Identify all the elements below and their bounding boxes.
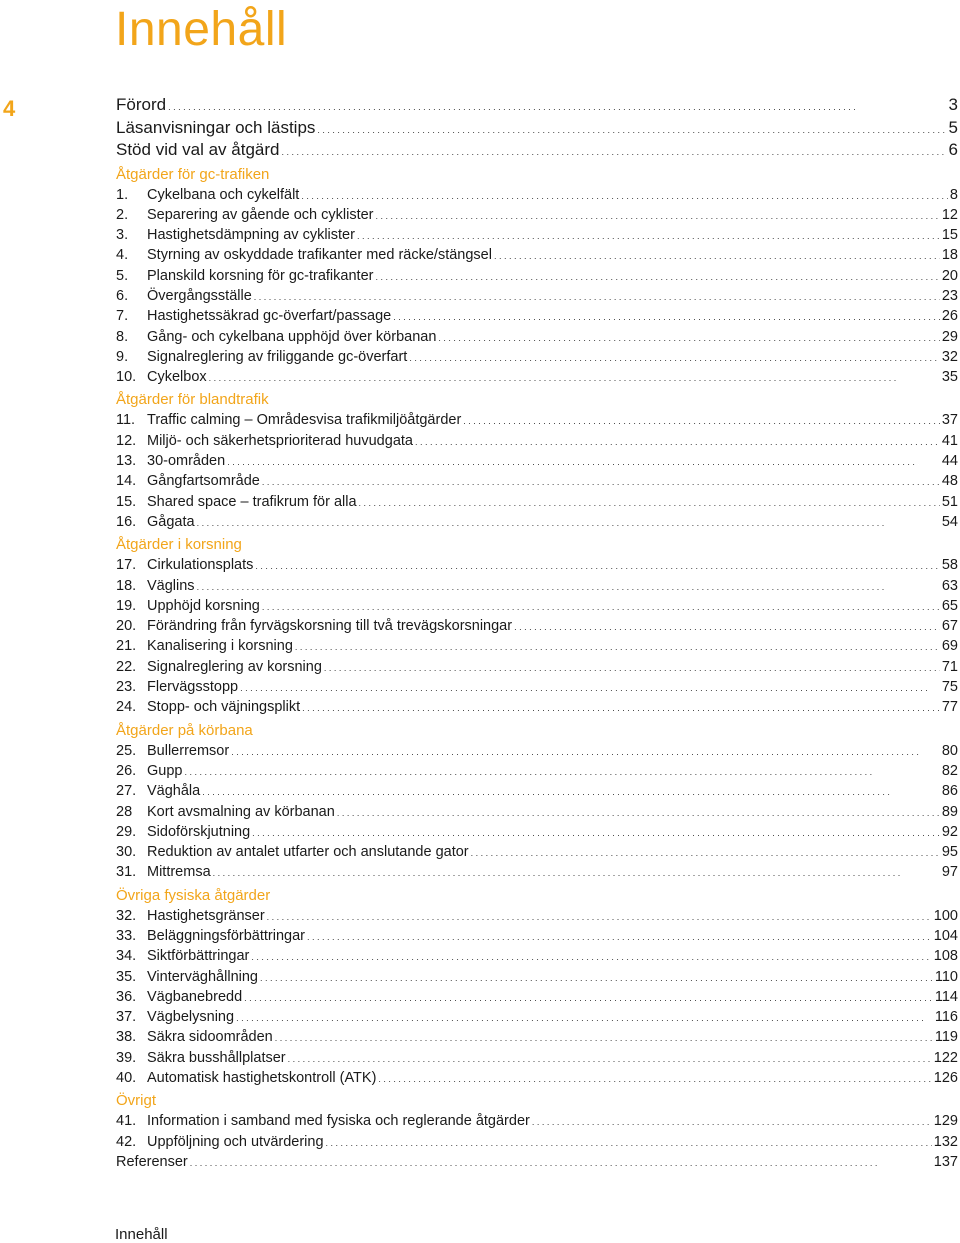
toc-entry-number: 20.	[116, 618, 137, 635]
toc-entry[interactable]	[116, 555, 958, 575]
toc-entry-label: Bullerremsor	[147, 742, 230, 759]
toc-entry-page: 54	[941, 513, 958, 530]
toc-entry-label: Övergångsställe	[147, 287, 252, 304]
toc-dot-leader	[317, 119, 946, 142]
toc-entry[interactable]	[116, 410, 958, 430]
toc-section-heading: Åtgärder på körbana	[116, 721, 253, 739]
toc-entry[interactable]	[116, 347, 958, 367]
toc-entry[interactable]	[116, 862, 958, 882]
toc-entry-page: 110	[934, 968, 958, 985]
toc-entry-number: 39.	[116, 1049, 137, 1066]
toc-entry-page: 132	[933, 1133, 958, 1150]
toc-entry-page: 15	[941, 227, 958, 244]
toc-entry-number: 10.	[116, 369, 137, 386]
toc-section-heading: Åtgärder i korsning	[116, 536, 242, 554]
toc-entry[interactable]	[116, 677, 958, 697]
toc-entry-label: Förord	[116, 95, 167, 114]
toc-entry[interactable]	[116, 512, 958, 532]
toc-entry-label: Gång- och cykelbana upphöjd över körbanan	[147, 328, 437, 345]
toc-entry[interactable]	[116, 906, 958, 926]
toc-dot-leader	[375, 267, 939, 287]
toc-dot-leader	[307, 927, 932, 947]
toc-entry-number: 36.	[116, 988, 137, 1005]
toc-entry-page: 95	[941, 844, 958, 861]
toc-entry-page: 116	[934, 1009, 958, 1026]
toc-entry-number: 18.	[116, 577, 137, 594]
toc-entry-page: 92	[941, 823, 958, 840]
toc-entry-label: Traffic calming – Områdesvisa trafikmiljöåtgärder	[147, 412, 462, 429]
toc-entry-number: 19.	[116, 597, 137, 614]
toc-section-heading: Åtgärder för blandtrafik	[116, 391, 269, 409]
toc-entry[interactable]	[116, 842, 958, 862]
toc-entry-label: Flervägsstopp	[147, 679, 239, 696]
toc-entry-number: 9.	[116, 348, 129, 365]
toc-entry[interactable]	[116, 926, 958, 946]
toc-entry-number: 34.	[116, 948, 137, 965]
toc-dot-leader	[378, 1069, 931, 1089]
toc-dot-leader	[254, 287, 940, 307]
toc-entry-page: 97	[941, 864, 958, 881]
toc-dot-leader	[302, 698, 940, 718]
toc-entry-page: 8	[949, 186, 958, 203]
toc-entry-number: 38.	[116, 1029, 137, 1046]
toc-entry-number: 6.	[116, 287, 129, 304]
toc-dot-leader	[471, 843, 940, 863]
toc-entry-label: Kanalisering i korsning	[147, 638, 293, 655]
toc-entry[interactable]	[116, 802, 958, 822]
page-title: Innehåll	[115, 3, 288, 56]
toc-dot-leader	[409, 348, 940, 368]
toc-entry[interactable]	[116, 367, 958, 387]
toc-entry-page: 86	[941, 783, 958, 800]
toc-dot-leader	[393, 307, 940, 327]
toc-entry-label: Gupp	[147, 762, 183, 779]
toc-dot-leader	[260, 968, 933, 988]
toc-entry[interactable]	[116, 987, 958, 1007]
toc-entry-label: Separering av gående och cyklister	[147, 206, 374, 223]
toc-section-heading: Övriga fysiska åtgärder	[116, 886, 271, 904]
toc-entry-page: 137	[933, 1153, 958, 1170]
toc-entry[interactable]	[116, 1152, 958, 1172]
toc-entry-page: 44	[941, 453, 958, 470]
toc-entry-page: 20	[941, 267, 958, 284]
toc-dot-leader	[415, 432, 940, 452]
toc-entry[interactable]	[116, 306, 958, 326]
toc-dot-leader	[255, 556, 939, 576]
toc-dot-leader	[251, 947, 931, 967]
toc-entry[interactable]	[116, 139, 958, 162]
toc-entry-label: Signalreglering av korsning	[147, 658, 322, 675]
toc-entry-number: 33.	[116, 928, 137, 944]
toc-entry-number: 11.	[116, 412, 136, 429]
toc-entry-page: 63	[941, 577, 958, 594]
toc-dot-leader	[357, 226, 940, 246]
toc-dot-leader	[281, 141, 946, 164]
toc-entry-label: Säkra busshållplatser	[147, 1049, 286, 1066]
toc-entry-page: 69	[941, 638, 958, 655]
toc-entry[interactable]	[116, 266, 958, 286]
toc-dot-leader	[326, 1133, 932, 1153]
toc-entry-page: 58	[941, 557, 958, 574]
toc-entry[interactable]	[116, 117, 958, 140]
toc-entry[interactable]	[116, 781, 958, 801]
toc-entry-number: 17.	[116, 557, 137, 574]
toc-dot-leader	[231, 742, 940, 762]
toc-entry-page: 108	[933, 948, 958, 965]
toc-entry-label: 30-områden	[147, 453, 226, 470]
toc-entry-page: 67	[941, 618, 958, 635]
toc-entry-label: Förändring från fyrvägskorsning till två trevägskorsningar	[147, 618, 513, 635]
toc-entry-number: 25.	[116, 742, 137, 759]
toc-entry[interactable]	[116, 1068, 958, 1088]
toc-entry-page: 18	[941, 247, 958, 264]
toc-entry-number: 13.	[116, 453, 137, 470]
toc-dot-leader	[168, 96, 946, 119]
toc-entry-page: 51	[941, 493, 958, 510]
toc-dot-leader	[244, 988, 933, 1008]
toc-entry-page: 82	[941, 762, 958, 779]
toc-entry-label: Vinterväghållning	[147, 968, 258, 985]
toc-entry-label: Väghåla	[147, 783, 201, 800]
toc-entry-label: Automatisk hastighetskontroll (ATK)	[147, 1070, 377, 1087]
toc-entry-number: 1.	[116, 186, 129, 203]
toc-entry-page: 80	[941, 742, 958, 759]
toc-entry-number: 31.	[116, 864, 137, 881]
toc-dot-leader	[197, 577, 940, 597]
toc-entry-label: Väglins	[147, 577, 195, 594]
toc-dot-leader	[262, 472, 940, 492]
toc-entry-page: 26	[941, 308, 958, 325]
toc-entry-label: Planskild korsning för gc-trafikanter	[147, 267, 374, 284]
toc-dot-leader	[494, 246, 940, 266]
toc-entry-page: 65	[941, 597, 958, 614]
toc-entry[interactable]	[116, 822, 958, 842]
toc-entry[interactable]	[116, 94, 958, 117]
toc-entry-number: 28	[116, 803, 133, 820]
toc-entry[interactable]	[116, 1027, 958, 1047]
toc-entry-number: 4.	[116, 247, 129, 264]
footer-label: Innehåll	[115, 1226, 168, 1243]
toc-entry[interactable]	[116, 1111, 958, 1131]
toc-entry-number: 32.	[116, 907, 137, 924]
toc-section-heading: Övrigt	[116, 1092, 157, 1110]
toc-entry-label: Styrning av oskyddade trafikanter med räcke/stängsel	[147, 247, 492, 264]
toc-entry-page: 100	[933, 907, 958, 924]
toc-dot-leader	[376, 206, 940, 226]
toc-entry[interactable]	[116, 1007, 958, 1027]
toc-entry-number: 24.	[116, 699, 137, 716]
toc-entry-number: 2.	[116, 206, 129, 223]
toc-entry[interactable]	[116, 697, 958, 717]
toc-entry-label: Säkra sidoområden	[147, 1029, 273, 1046]
toc-entry-label: Stopp- och väjningsplikt	[147, 699, 301, 716]
toc-entry-label: Mittremsa	[147, 864, 211, 881]
toc-entry[interactable]	[116, 185, 958, 205]
page-number: 4	[3, 96, 16, 121]
toc-entry[interactable]	[116, 225, 958, 245]
toc-entry[interactable]	[116, 657, 958, 677]
toc-entry[interactable]	[116, 431, 958, 451]
toc-entry-page: 5	[948, 117, 958, 137]
toc-entry-page: 114	[934, 988, 958, 1005]
toc-entry-label: Hastighetssäkrad gc-överfart/passage	[147, 308, 392, 325]
toc-entry-number: 8.	[116, 328, 129, 345]
toc-entry-page: 129	[933, 1113, 958, 1130]
toc-dot-leader	[301, 186, 948, 206]
toc-dot-leader	[438, 328, 939, 348]
toc-entry-number: 40.	[116, 1070, 137, 1087]
toc-entry[interactable]	[116, 492, 958, 512]
toc-dot-leader	[227, 452, 940, 472]
toc-entry-label: Cykelbana och cykelfält	[147, 186, 300, 203]
toc-section-heading: Åtgärder för gc-trafiken	[116, 165, 270, 183]
toc-entry-page: 89	[941, 803, 958, 820]
toc-entry-number: 21.	[116, 638, 137, 655]
toc-entry[interactable]	[116, 946, 958, 966]
toc-entry-page: 29	[941, 328, 958, 345]
toc-dot-leader	[202, 782, 940, 802]
toc-dot-leader	[324, 658, 940, 678]
toc-entry[interactable]	[116, 1048, 958, 1068]
toc-dot-leader	[463, 411, 940, 431]
toc-entry-label: Shared space – trafikrum för alla	[147, 493, 357, 510]
toc-entry-number: 5.	[116, 267, 129, 284]
toc-entry-label: Referenser	[116, 1153, 188, 1170]
toc-entry-label: Läsanvisningar och lästips	[116, 117, 316, 137]
toc-entry[interactable]	[116, 286, 958, 306]
toc-entry-number: 27.	[116, 783, 137, 800]
toc-entry[interactable]	[116, 471, 958, 491]
toc-entry[interactable]	[116, 576, 958, 596]
toc-entry-label: Cirkulationsplats	[147, 557, 254, 574]
toc-entry[interactable]	[116, 245, 958, 265]
toc-entry-page: 119	[934, 1029, 958, 1046]
toc-entry-label: Stöd vid val av åtgärd	[116, 140, 280, 159]
toc-entry-number: 22.	[116, 658, 137, 675]
toc-entry-label: Beläggningsförbättringar	[147, 928, 305, 944]
toc-entry-number: 42.	[116, 1133, 137, 1150]
toc-entry-page: 3	[948, 95, 958, 114]
toc-entry-page: 41	[941, 432, 958, 449]
toc-entry[interactable]	[116, 741, 958, 761]
toc-dot-leader	[532, 1112, 932, 1132]
toc-dot-leader	[337, 803, 940, 823]
toc-dot-leader	[240, 678, 940, 698]
toc-entry-label: Hastighetsdämpning av cyklister	[147, 227, 355, 244]
toc-entry-label: Vägbanebredd	[147, 988, 243, 1005]
toc-dot-leader	[184, 762, 939, 782]
toc-entry-number: 30.	[116, 844, 137, 861]
toc-entry[interactable]	[116, 205, 958, 225]
toc-entry-label: Miljö- och säkerhetsprioriterad huvudgata	[147, 432, 413, 449]
toc-entry[interactable]	[116, 451, 958, 471]
toc-entry-label: Gångfartsområde	[147, 473, 260, 490]
toc-entry-page: 75	[941, 679, 958, 696]
toc-dot-leader	[262, 597, 940, 617]
toc-entry-number: 15.	[116, 493, 137, 510]
toc-entry[interactable]	[116, 616, 958, 636]
toc-entry-label: Information i samband med fysiska och reglerande åtgärder	[147, 1113, 530, 1130]
toc-entry-page: 77	[941, 699, 958, 716]
toc-entry-page: 6	[948, 140, 958, 159]
toc-entry-label: Kort avsmalning av körbanan	[147, 803, 335, 820]
toc-entry-label: Sidoförskjutning	[147, 823, 251, 840]
toc-entry-page: 104	[933, 928, 958, 944]
toc-entry-number: 12.	[116, 432, 137, 449]
toc-entry[interactable]	[116, 1132, 958, 1152]
toc-entry-number: 29.	[116, 823, 137, 840]
toc-entry-page: 48	[941, 473, 958, 490]
toc-entry-label: Siktförbättringar	[147, 948, 250, 965]
toc-entry-number: 23.	[116, 679, 137, 696]
toc-dot-leader	[252, 823, 940, 843]
toc-dot-leader	[359, 493, 940, 513]
toc-dot-leader	[236, 1008, 933, 1028]
toc-entry-number: 41.	[116, 1113, 137, 1130]
toc-entry-page: 32	[941, 348, 958, 365]
toc-dot-leader	[213, 863, 940, 883]
toc-entry[interactable]	[116, 596, 958, 616]
toc-entry[interactable]	[116, 761, 958, 781]
toc-entry-label: Gågata	[147, 513, 195, 530]
toc-entry-number: 3.	[116, 227, 129, 244]
toc-entry-page: 37	[941, 412, 958, 429]
toc-entry[interactable]	[116, 636, 958, 656]
toc-dot-leader	[514, 617, 940, 637]
toc-entry-number: 16.	[116, 513, 137, 530]
toc-entry-page: 23	[941, 287, 958, 304]
toc-entry-label: Vägbelysning	[147, 1009, 235, 1026]
toc-entry-label: Uppföljning och utvärdering	[147, 1133, 324, 1150]
toc-entry-number: 26.	[116, 762, 137, 779]
toc-entry-label: Reduktion av antalet utfarter och anslutande gator	[147, 844, 469, 861]
toc-entry-page: 35	[941, 369, 958, 386]
toc-entry-page: 122	[933, 1049, 958, 1066]
toc-entry-page: 12	[941, 206, 958, 223]
toc-entry-number: 37.	[116, 1009, 137, 1026]
toc-entry[interactable]	[116, 327, 958, 347]
toc-entry-label: Upphöjd korsning	[147, 597, 260, 614]
toc-dot-leader	[209, 368, 940, 388]
toc-dot-leader	[288, 1049, 932, 1069]
toc-entry-number: 35.	[116, 968, 137, 985]
toc-dot-leader	[275, 1028, 933, 1048]
toc-entry[interactable]	[116, 967, 958, 987]
toc-entry-label: Hastighetsgränser	[147, 907, 265, 924]
toc-dot-leader	[190, 1153, 932, 1173]
toc-entry-label: Signalreglering av friliggande gc-överfart	[147, 348, 408, 365]
toc-entry-number: 7.	[116, 308, 129, 325]
toc-entry-page: 126	[933, 1070, 958, 1087]
toc-entry-number: 14.	[116, 473, 137, 490]
toc-dot-leader	[295, 637, 940, 657]
toc-dot-leader	[267, 907, 932, 927]
toc-entry-page: 71	[941, 658, 958, 675]
toc-entry-label: Cykelbox	[147, 369, 207, 386]
toc-dot-leader	[197, 513, 940, 533]
table-of-contents	[116, 94, 958, 1172]
